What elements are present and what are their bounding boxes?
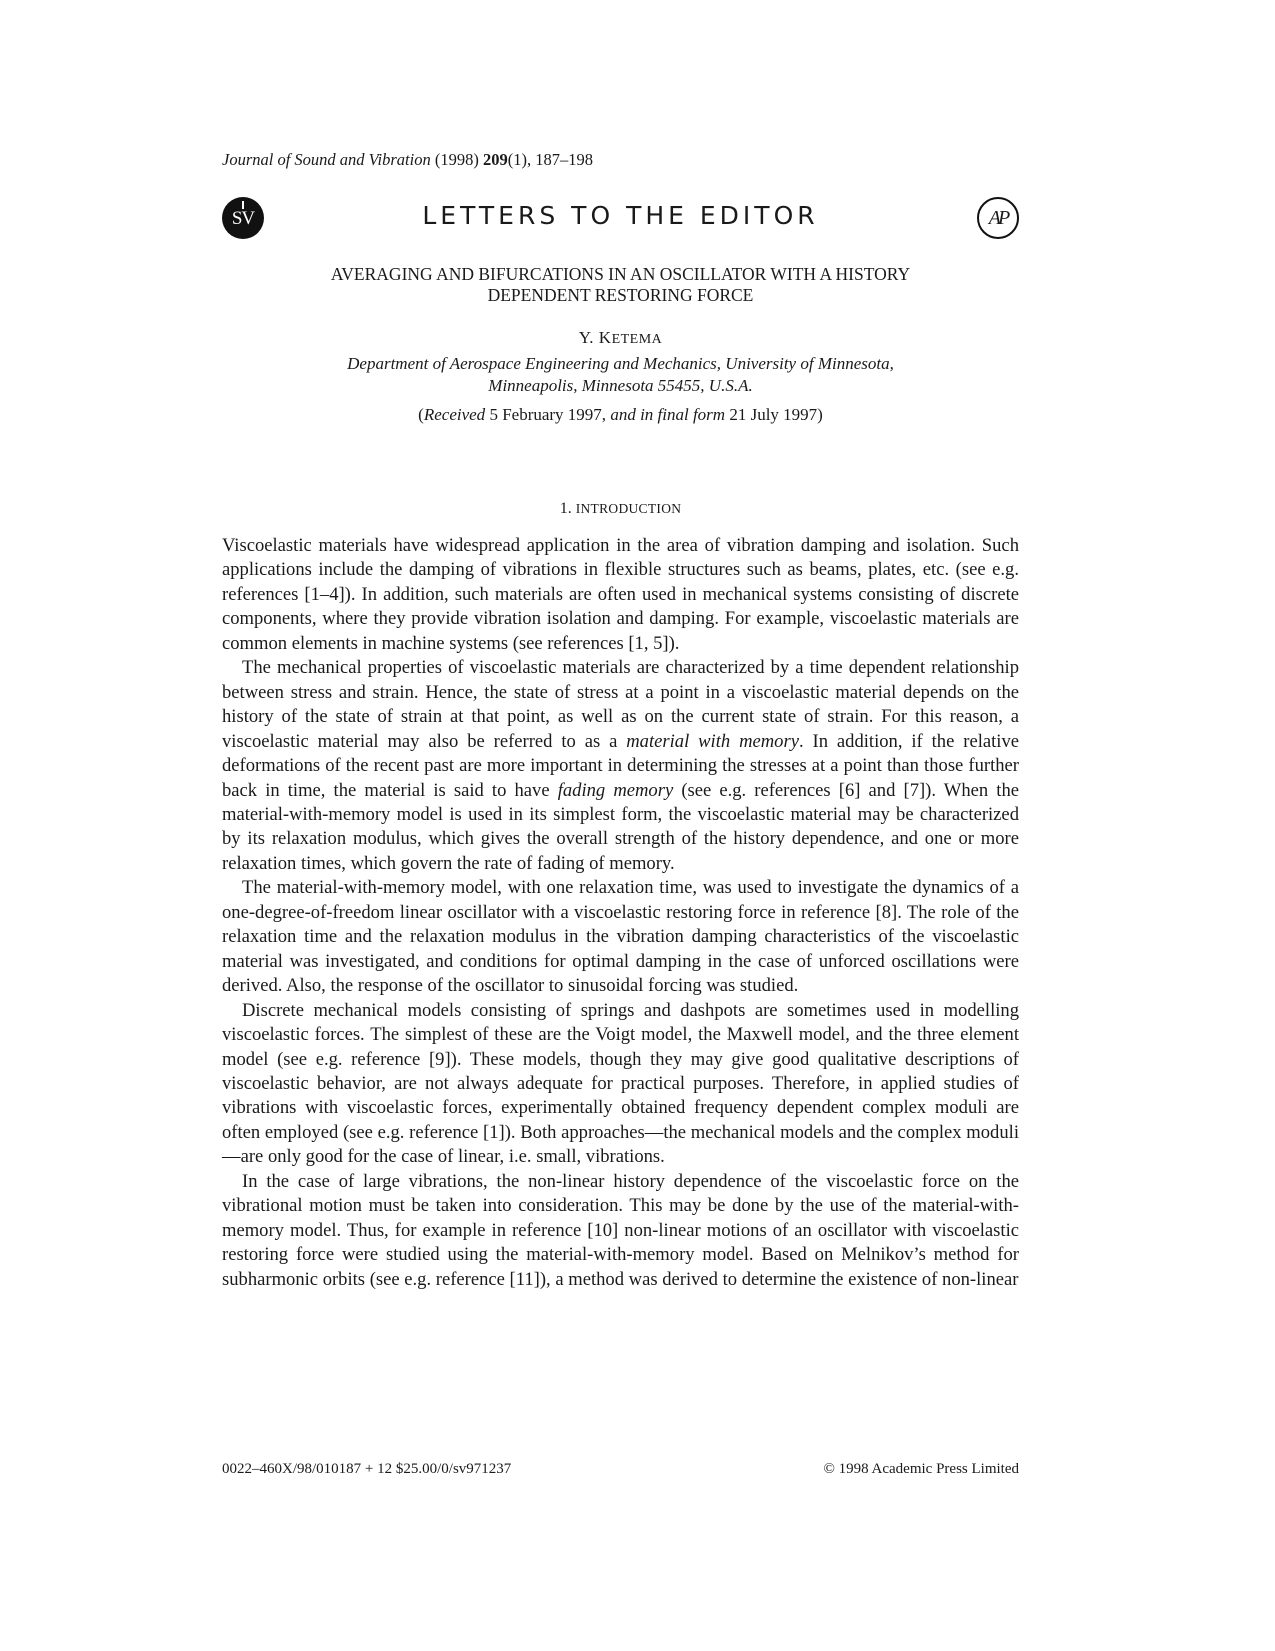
affiliation-line-1: Department of Aerospace Engineering and Mechanics, University of Minnesota, bbox=[347, 354, 894, 373]
article-title bbox=[222, 264, 1019, 306]
section-title: INTRODUCTION bbox=[575, 501, 682, 516]
paragraph-3: The material-with-memory model, with one relaxation time, was used to investigate the dynamics of a one-degree-of-freedom linear oscillator with a viscoelastic restoring force in reference [8]. The role of the relaxation time and the relaxation modulus in the vibration damping characteristics of the viscoelastic material was investigated, and conditions for optimal damping in the case of unforced oscillations were derived. Also, the response of the oscillator to sinusoidal forcing was studied. bbox=[222, 877, 1019, 997]
affiliation bbox=[222, 353, 1019, 396]
section-heading bbox=[222, 500, 1019, 518]
journal-volume: 209 bbox=[482, 150, 508, 169]
final-form-label: and in final form bbox=[610, 405, 726, 424]
author bbox=[222, 328, 1019, 348]
journal-citation bbox=[222, 150, 593, 170]
paragraph-4: Discrete mechanical models consisting of springs and dashpots are sometimes used in modelling viscoelastic forces. The simplest of these are the Voigt model, the Maxwell model, and the three element model (see e.g. reference [9]). These models, though they may give good qualitative descriptions of viscoelastic behavior, are not always adequate for practical purposes. Therefore, in applied studies of vibrations with viscoelastic forces, experimentally obtained frequency dependent complex moduli are often employed (see e.g. reference [1]). Both approaches—the mechanical models and the complex moduli—are only good for the case of linear, i.e. small, vibrations. bbox=[222, 999, 1019, 1168]
paragraph-2-part-b: . In addition, if the relative deformations of the recent past are more important in determining the stresses at a point than those further back in time, the material is said to have bbox=[222, 730, 1019, 801]
author-surname: ETEMA bbox=[611, 332, 663, 347]
article-title-line-2: DEPENDENT RESTORING FORCE bbox=[487, 285, 754, 305]
letters-banner: LETTERS TO THE EDITOR bbox=[422, 201, 819, 230]
ap-logo: AP bbox=[977, 197, 1019, 239]
paragraph-2-part-c: (see e.g. references [6] and [7]). When the material-with-memory model is used in its simplest form, the viscoelastic material may be characterized by its relaxation modulus, which gives the overall strength of the history dependence, and one or more relaxation times, which govern the rate of fading of memory. bbox=[222, 779, 1019, 874]
footer-code: 0022–460X/98/010187 + 12 $25.00/0/sv971237 bbox=[222, 1461, 512, 1477]
received-date: 5 February 1997, bbox=[485, 405, 611, 424]
final-form-date: 21 July 1997) bbox=[725, 405, 823, 424]
paragraph-2-part-a: The mechanical properties of viscoelastic materials are characterized by a time dependent relationship between stress and strain. Hence, the state of stress at a point in a viscoelastic material depends on the history of the state of strain at that point, as well as on the current state of strain. For this reason, a viscoelastic material may also be referred to as a bbox=[222, 657, 1019, 752]
author-initial: Y. K bbox=[578, 328, 612, 347]
journal-year: (1998) bbox=[434, 150, 479, 169]
received-dates bbox=[222, 405, 1019, 425]
fading-memory-term: fading memory bbox=[557, 779, 674, 801]
section-number: 1. bbox=[559, 500, 576, 517]
affiliation-line-2: Minneapolis, Minnesota 55455, U.S.A. bbox=[488, 375, 753, 395]
article-title-line-1: AVERAGING AND BIFURCATIONS IN AN OSCILLATOR WITH A HISTORY bbox=[330, 264, 911, 284]
paragraph-1: Viscoelastic materials have widespread application in the area of vibration damping and isolation. Such applications include the damping of vibrations in flexible structures such as beams, plates, etc. (see e.g. references [1–4]). In addition, such materials are often used in mechanical systems consisting of discrete components, where they provide vibration isolation and damping. For example, viscoelastic materials are common elements in machine systems (see references [1, 5]). bbox=[222, 535, 1019, 654]
footer-copyright: © 1998 Academic Press Limited bbox=[823, 1461, 1019, 1477]
body-text bbox=[222, 534, 1019, 1292]
sv-logo-text: SV bbox=[231, 208, 255, 229]
section-header bbox=[222, 197, 1019, 241]
journal-issue-pages: (1), 187–198 bbox=[507, 150, 593, 169]
journal-name: Journal of Sound and Vibration bbox=[222, 150, 431, 169]
paragraph-2 bbox=[222, 656, 1019, 876]
material-with-memory-term: material with memory bbox=[626, 730, 799, 752]
paragraph-5: In the case of large vibrations, the non-linear history dependence of the viscoelastic force on the vibrational motion must be taken into consideration. This may be done by the use of the material-with-memory model. Thus, for example in reference [10] non-linear motions of an oscillator with viscoelastic restoring force were studied using the material-with-memory model. Based on Melnikov’s method for subharmonic orbits (see e.g. reference [11]), a method was derived to determine the existence of non-linear bbox=[222, 1170, 1019, 1290]
received-open-paren: ( bbox=[418, 405, 424, 424]
received-label: Received bbox=[423, 405, 486, 424]
